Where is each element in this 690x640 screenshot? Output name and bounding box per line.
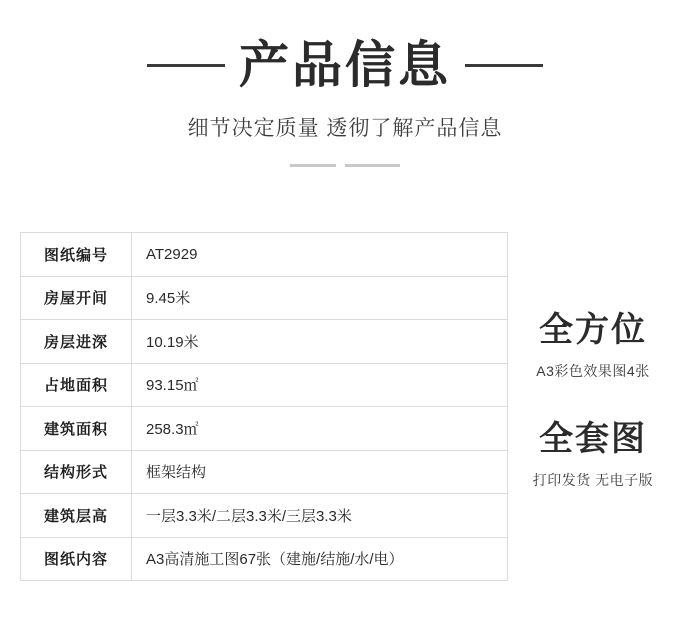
spec-value: 258.3㎡ <box>132 407 508 451</box>
spec-key: 房屋开间 <box>21 276 132 320</box>
title-row <box>0 38 690 92</box>
table-row <box>21 450 508 494</box>
spec-key: 房层进深 <box>21 320 132 364</box>
page-subtitle: 细节决定质量 透彻了解产品信息 <box>187 117 503 140</box>
spec-value: A3高清施工图67张（建施/结施/水/电） <box>132 537 508 581</box>
spec-value: 9.45米 <box>132 276 508 320</box>
spec-value: 框架结构 <box>132 450 508 494</box>
spec-table-body <box>21 233 508 581</box>
title-rule-left <box>147 64 225 67</box>
table-row <box>21 407 508 451</box>
table-row <box>21 494 508 538</box>
spec-key: 结构形式 <box>21 450 132 494</box>
spec-value: 一层3.3米/二层3.3米/三层3.3米 <box>132 494 508 538</box>
table-row <box>21 233 508 277</box>
spec-table <box>20 232 508 581</box>
table-row <box>21 537 508 581</box>
page-title: 产品信息 <box>239 36 451 94</box>
header-divider <box>290 164 400 167</box>
spec-value: 10.19米 <box>132 320 508 364</box>
side-panel <box>508 232 670 581</box>
spec-key: 建筑面积 <box>21 407 132 451</box>
side-caption-primary: A3彩色效果图4张 <box>536 362 650 379</box>
table-row <box>21 320 508 364</box>
spec-value: AT2929 <box>132 233 508 277</box>
header <box>0 0 690 167</box>
table-row <box>21 363 508 407</box>
content-area <box>20 232 670 581</box>
spec-key: 图纸内容 <box>21 537 132 581</box>
spec-key: 占地面积 <box>21 363 132 407</box>
spec-key: 图纸编号 <box>21 233 132 277</box>
title-rule-right <box>465 64 543 67</box>
table-row <box>21 276 508 320</box>
spec-value: 93.15㎡ <box>132 363 508 407</box>
side-headline-primary: 全方位 <box>539 309 647 350</box>
side-headline-secondary: 全套图 <box>539 418 647 459</box>
side-caption-secondary: 打印发货 无电子版 <box>532 471 654 488</box>
spec-key: 建筑层高 <box>21 494 132 538</box>
